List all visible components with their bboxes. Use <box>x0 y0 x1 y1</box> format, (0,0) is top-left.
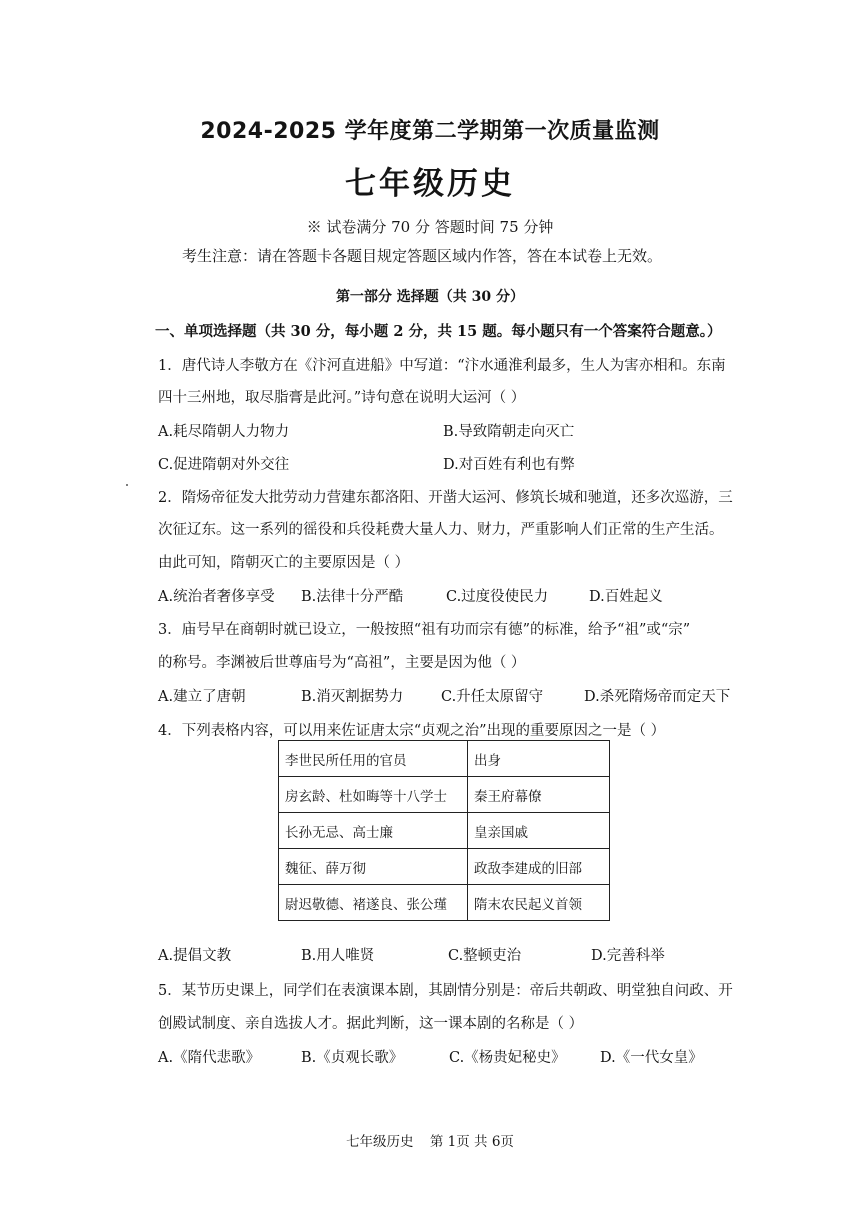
question-3-option-a: A.建立了唐朝 <box>158 689 246 705</box>
page-footer <box>0 1130 860 1150</box>
question-5-line-2: 创殿试制度、亲自选拔人才。据此判断，这一课本剧的名称是（ ） <box>158 1016 584 1032</box>
table-cell: 尉迟敬德、褚遂良、张公瑾 <box>279 885 468 921</box>
table-cell: 皇亲国戚 <box>468 813 610 849</box>
question-4-option-a: A.提倡文教 <box>158 948 232 964</box>
question-2-line-1: 2．隋炀帝征发大批劳动力营建东都洛阳、开凿大运河、修筑长城和驰道，还多次巡游，三 <box>158 490 733 506</box>
question-4-option-d: D.完善科举 <box>591 948 665 964</box>
question-5-option-c: C.《杨贵妃秘史》 <box>449 1050 566 1066</box>
question-1-option-c: C.促进隋朝对外交往 <box>158 457 290 473</box>
question-5-line-1: 5．某节历史课上，同学们在表演课本剧，其剧情分别是：帝后共朝政、明堂独自问政、开 <box>158 983 733 999</box>
table-row <box>279 849 610 885</box>
table-cell: 李世民所任用的官员 <box>279 741 468 777</box>
question-3-option-b: B.消灭割据势力 <box>301 689 404 705</box>
table-row <box>279 777 610 813</box>
question-2-line-3: 由此可知，隋朝灭亡的主要原因是（ ） <box>158 555 410 571</box>
part-heading: 第一部分 选择题（共 30 分） <box>335 289 525 305</box>
footer-page-number: 第 1页 共 6页 <box>429 1134 514 1150</box>
question-5-option-b: B.《贞观长歌》 <box>301 1050 404 1066</box>
question-5-option-a: A.《隋代悲歌》 <box>158 1050 261 1066</box>
table-cell: 长孙无忌、高士廉 <box>279 813 468 849</box>
question-3-option-c: C.升任太原留守 <box>441 689 544 705</box>
question-4-option-c: C.整顿吏治 <box>448 948 522 964</box>
question-4-option-b: B.用人唯贤 <box>301 948 375 964</box>
section-heading: 一、单项选择题（共 30 分，每小题 2 分，共 15 题。每小题只有一个答案符合题意。） <box>155 323 722 340</box>
footer-subject: 七年级历史 <box>346 1134 414 1150</box>
question-2-line-2: 次征辽东。这一系列的徭役和兵役耗费大量人力、财力，严重影响人们正常的生产生活。 <box>158 522 724 538</box>
exam-notice: 考生注意：请在答题卡各题目规定答题区域内作答，答在本试卷上无效。 <box>182 247 663 265</box>
question-2-option-b: B.法律十分严酷 <box>301 589 404 605</box>
table-cell: 出身 <box>468 741 610 777</box>
question-1-option-a: A.耗尽隋朝人力物力 <box>158 424 290 440</box>
question-3-line-2: 的称号。李渊被后世尊庙号为“高祖”，主要是因为他（ ） <box>158 655 526 671</box>
question-5-option-d: D.《一代女皇》 <box>600 1050 703 1066</box>
table-cell: 秦王府幕僚 <box>468 777 610 813</box>
table-row <box>279 813 610 849</box>
table-row <box>279 741 610 777</box>
question-2-option-a: A.统治者奢侈享受 <box>158 589 275 605</box>
question-1-option-d: D.对百姓有利也有弊 <box>443 457 575 473</box>
table-cell: 隋末农民起义首领 <box>468 885 610 921</box>
table-row <box>279 885 610 921</box>
question-3-option-d: D.杀死隋炀帝而定天下 <box>584 689 731 705</box>
table-cell: 房玄龄、杜如晦等十八学士 <box>279 777 468 813</box>
question-3-line-1: 3．庙号早在商朝时就已设立，一般按照“祖有功而宗有德”的标准，给予“祖”或“宗” <box>158 622 691 638</box>
exam-title: 2024-2025 学年度第二学期第一次质量监测 <box>200 119 660 144</box>
table-cell: 魏征、薛万彻 <box>279 849 468 885</box>
question-4-line-1: 4．下列表格内容，可以用来佐证唐太宗“贞观之治”出现的重要原因之一是（ ） <box>158 723 666 739</box>
exam-meta: ※ 试卷满分 70 分 答题时间 75 分钟 <box>306 218 554 236</box>
scan-speck <box>126 484 128 486</box>
question-1-line-2: 四十三州地，取尽脂膏是此河。”诗句意在说明大运河（ ） <box>158 390 526 406</box>
exam-subject-heading: 七年级历史 <box>345 166 515 202</box>
question-2-option-d: D.百姓起义 <box>589 589 663 605</box>
question-1-option-b: B.导致隋朝走向灭亡 <box>443 424 575 440</box>
question-2-option-c: C.过度役使民力 <box>446 589 549 605</box>
official-origin-table <box>278 740 610 921</box>
question-1-line-1: 1．唐代诗人李敬方在《汴河直进船》中写道：“汴水通淮利最多，生人为害亦相和。东南 <box>158 358 726 374</box>
table-cell: 政敌李建成的旧部 <box>468 849 610 885</box>
